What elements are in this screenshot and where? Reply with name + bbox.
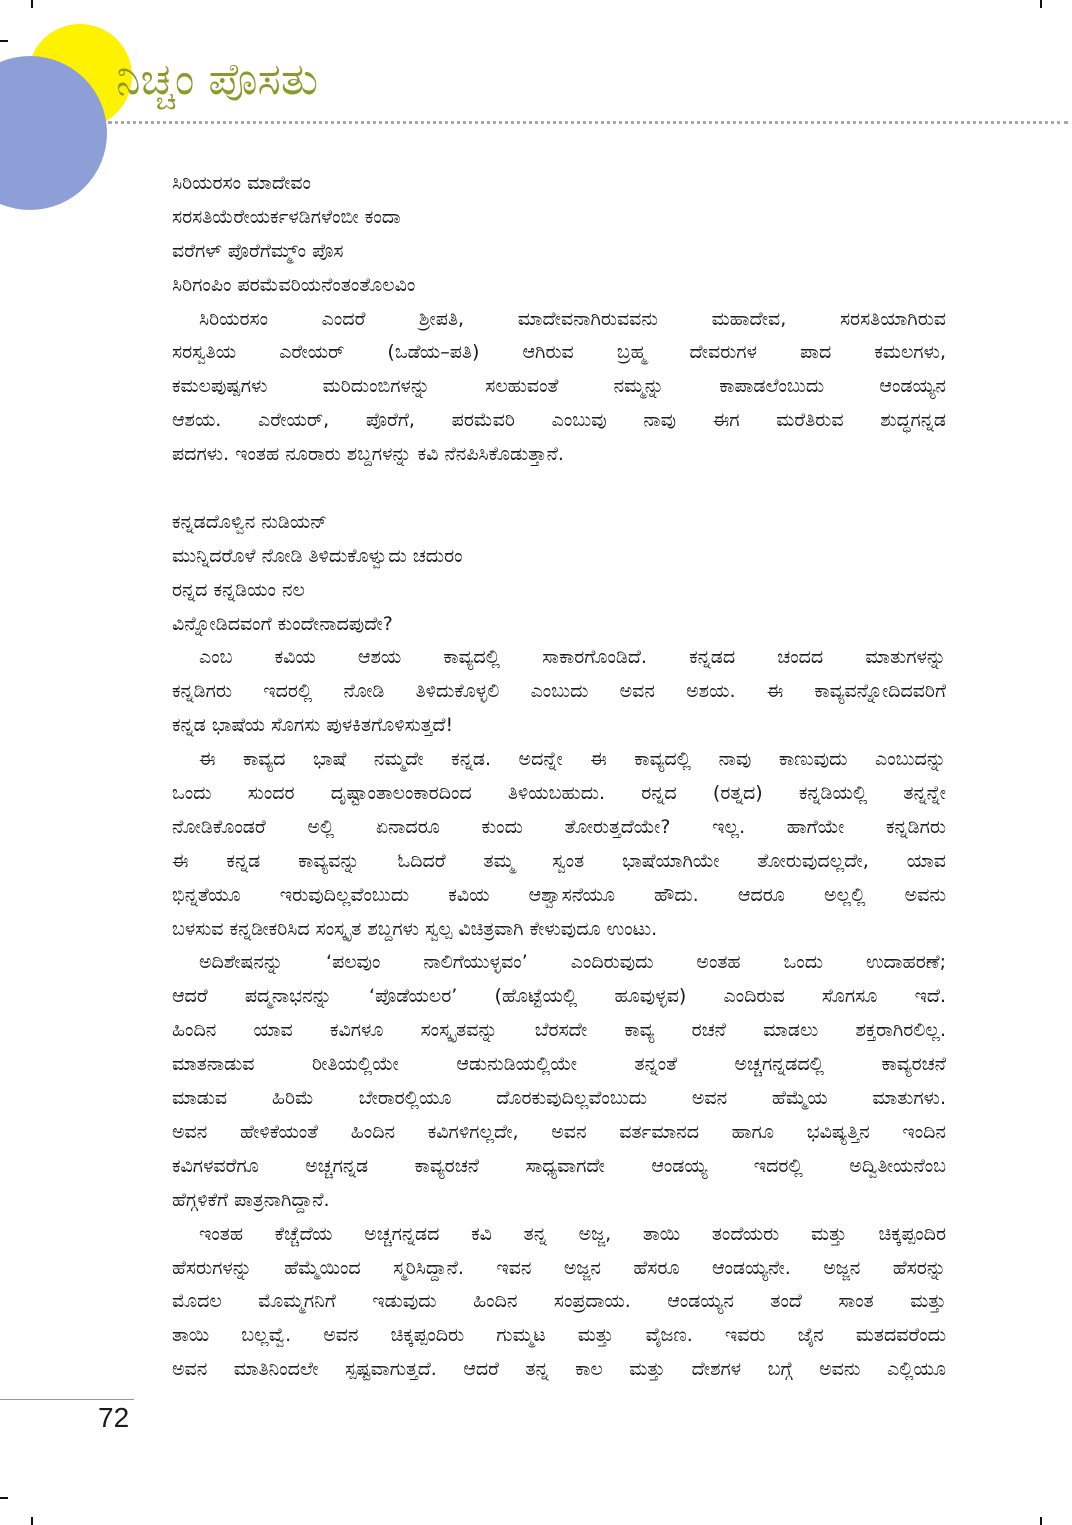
paragraph-line: ಆದರೆ ಪದ್ಮನಾಭನನ್ನು ‘ಪೊಡೆಯಲರ’ (ಹೊಟ್ಟೆಯಲ್ಲಿ ಹೂವುಳ್ಳವ) ಎಂದಿರುವ ಸೊಗಸೂ ಇದೆ.	[172, 985, 946, 1008]
paragraph-line: ಎಂಬ ಕವಿಯ ಆಶಯ ಕಾವ್ಯದಲ್ಲಿ ಸಾಕಾರಗೊಂಡಿದೆ. ಕನ್ನಡದ ಚಂದದ ಮಾತುಗಳನ್ನು	[199, 646, 946, 669]
poem-stanza-1	[172, 167, 946, 303]
paragraph-line: ಸಿರಿಯರಸಂ ಎಂದರೆ ಶ್ರೀಪತಿ, ಮಾದೇವನಾಗಿರುವವನು ಮಹಾದೇವ, ಸರಸತಿಯಾಗಿರುವ	[199, 307, 946, 330]
paragraph-line: ತಾಯಿ ಬಲ್ಲವ್ವೆ. ಅವನ ಚಿಕ್ಕಪ್ಪಂದಿರು ಗುಮ್ಮಟ ಮತ್ತು ವೈಜಣ. ಇವರು ಜೈನ ಮತದವರೆಂದು	[172, 1324, 946, 1347]
paragraph-line: ಕವಿಗಳವರೆಗೂ ಅಚ್ಚಗನ್ನಡ ಕಾವ್ಯರಚನೆ ಸಾಧ್ಯವಾಗದೇ ಆಂಡಯ್ಯ ಇದರಲ್ಲಿ ಅದ್ವಿತೀಯನೆಂಬ	[172, 1154, 946, 1177]
section-title: ನಿಚ್ಚಂ ಪೊಸತು	[116, 54, 319, 105]
paragraph-line: ಹೆಗ್ಗಳಿಕೆಗೆ ಪಾತ್ರನಾಗಿದ್ದಾನೆ.	[172, 1188, 330, 1211]
poem-line: ರನ್ನದ ಕನ್ನಡಿಯಂ ನಲ	[172, 578, 305, 601]
page-number: 72	[98, 1402, 130, 1433]
paragraph-line: ಹೆಸರುಗಳನ್ನು ಹೆಮ್ಮೆಯಿಂದ ಸ್ಮರಿಸಿದ್ದಾನೆ. ಇವನ ಅಜ್ಜನ ಹೆಸರೂ ಆಂಡಯ್ಯನೇ. ಅಜ್ಜನ ಹೆಸರನ್ನು	[172, 1256, 946, 1279]
paragraph-line: ಮಾಡುವ ಹಿರಿಮೆ ಬೇರಾರಲ್ಲಿಯೂ ದೊರಕುವುದಿಲ್ಲವೆಂಬುದು ಅವನ ಹೆಮ್ಮೆಯ ಮಾತುಗಳು.	[172, 1087, 946, 1110]
poem-stanza-2	[172, 506, 946, 642]
crop-mark-top-right	[1040, 0, 1042, 8]
paragraph-line: ಒಂದು ಸುಂದರ ದೃಷ್ಟಾಂತಾಲಂಕಾರದಿಂದ ತಿಳಿಯಬಹುದು. ರನ್ನದ (ರತ್ನದ) ಕನ್ನಡಿಯಲ್ಲಿ ತನ್ನನ್ನೇ	[172, 782, 946, 805]
paragraph-line: ಕಮಲಪುಷ್ಪಗಳು ಮರಿದುಂಬಿಗಳನ್ನು ಸಲಹುವಂತೆ ನಮ್ಮನ್ನು ಕಾಪಾಡಲೆಂಬುದು ಆಂಡಯ್ಯನ	[172, 375, 946, 398]
paragraph-4	[172, 946, 946, 1217]
paragraph-line: ಭಿನ್ನತೆಯೂ ಇರುವುದಿಲ್ಲವೆಂಬುದು ಕವಿಯ ಆಶ್ವಾಸನೆಯೂ ಹೌದು. ಆದರೂ ಅಲ್ಲಲ್ಲಿ ಅವನು	[172, 883, 946, 906]
poem-line: ಕನ್ನಡದೊಳ್ವಿನ ನುಡಿಯನ್	[172, 510, 327, 533]
paragraph-line: ಕನ್ನಡಿಗರು ಇದರಲ್ಲಿ ನೋಡಿ ತಿಳಿದುಕೊಳ್ಳಲಿ ಎಂಬುದು ಅವನ ಅಶಯ. ಈ ಕಾವ್ಯವನ್ನೋದಿದವರಿಗೆ	[172, 680, 946, 703]
crop-mark-top-left	[31, 0, 33, 8]
poem-line: ವಿನ್ನೋಡಿದವಂಗೆ ಕುಂದೇನಾದಪುದೇ?	[172, 612, 393, 635]
poem-line: ಮುನ್ನಿದರೊಳೆ ನೋಡಿ ತಿಳಿದುಕೊಳ್ವುದು ಚದುರಂ	[172, 544, 463, 567]
paragraph-line: ಮಾತನಾಡುವ ರೀತಿಯಲ್ಲಿಯೇ ಆಡುನುಡಿಯಲ್ಲಿಯೇ ತನ್ನಂತೆ ಅಚ್ಚಗನ್ನಡದಲ್ಲಿ ಕಾವ್ಯರಚನೆ	[172, 1053, 946, 1076]
poem-line: ಸರಸತಿಯೆರೇಯರ್ಕಳಡಿಗಳೆಂಬೀ ಕಂದಾ	[172, 205, 401, 228]
paragraph-line: ಆಶಯ. ಎರೇಯರ್, ಪೊರೆಗೆ, ಪರಮೆವರಿ ಎಂಬುವು ನಾವು ಈಗ ಮರೆತಿರುವ ಶುದ್ಧಗನ್ನಡ	[172, 409, 946, 432]
paragraph-3	[172, 743, 946, 946]
paragraph-line: ಅವನ ಹೇಳಿಕೆಯಂತೆ ಹಿಂದಿನ ಕವಿಗಳಿಗಲ್ಲದೇ, ಅವನ ವರ್ತಮಾನದ ಹಾಗೂ ಭವಿಷ್ಯತ್ತಿನ ಇಂದಿನ	[172, 1120, 946, 1143]
paragraph-line: ಅವನ ಮಾತಿನಿಂದಲೇ ಸ್ಪಷ್ಟವಾಗುತ್ತದೆ. ಆದರೆ ತನ್ನ ಕಾಲ ಮತ್ತು ದೇಶಗಳ ಬಗ್ಗೆ ಅವನು ಎಲ್ಲಿಯೂ	[172, 1358, 946, 1381]
poem-line: ವರೆಗಳ್ ಪೊರೆಗೆಮ್ಮ್ಂ ಪೊಸ	[172, 239, 344, 262]
poem-line: ಸಿರಿಯರಸಂ ಮಾದೇವಂ	[172, 172, 311, 194]
blank-line	[172, 472, 946, 506]
paragraph-line: ಹಿಂದಿನ ಯಾವ ಕವಿಗಳೂ ಸಂಸ್ಕೃತವನ್ನು ಬೆರಸದೇ ಕಾವ್ಯ ರಚನೆ ಮಾಡಲು ಶಕ್ತರಾಗಿರಲಿಲ್ಲ.	[172, 1019, 946, 1042]
paragraph-line: ಅದಿಶೇಷನನ್ನು ‘ಪಲವುಂ ನಾಲಿಗೆಯುಳ್ಳವಂ’ ಎಂದಿರುವುದು ಅಂತಹ ಒಂದು ಉದಾಹರಣೆ;	[199, 951, 946, 974]
paragraph-line: ಮೊದಲ ಮೊಮ್ಮಗನಿಗೆ ಇಡುವುದು ಹಿಂದಿನ ಸಂಪ್ರದಾಯ. ಆಂಡಯ್ಯನ ತಂದೆ ಸಾಂತ ಮತ್ತು	[172, 1290, 946, 1313]
crop-mark-left-top	[0, 40, 8, 42]
paragraph-line: ಈ ಕನ್ನಡ ಕಾವ್ಯವನ್ನು ಓದಿದರೆ ತಮ್ಮ ಸ್ವಂತ ಭಾಷೆಯಾಗಿಯೇ ತೋರುವುದಲ್ಲದೇ, ಯಾವ	[172, 849, 946, 872]
paragraph-line: ಇಂತಹ ಕೆಚ್ಚೆದೆಯ ಅಚ್ಚಗನ್ನಡದ ಕವಿ ತನ್ನ ಅಜ್ಜ, ತಾಯಿ ತಂದೆಯರು ಮತ್ತು ಚಿಕ್ಕಪ್ಪಂದಿರ	[199, 1222, 946, 1245]
paragraph-line: ಸರಸ್ವತಿಯ ಎರೇಯರ್ (ಒಡೆಯ–ಪತಿ) ಆಗಿರುವ ಬ್ರಹ್ಮ ದೇವರುಗಳ ಪಾದ ಕಮಲಗಳು,	[172, 341, 946, 364]
paragraph-line: ನೋಡಿಕೊಂಡರೆ ಅಲ್ಲಿ ಏನಾದರೂ ಕುಂದು ತೋರುತ್ತದೆಯೇ? ಇಲ್ಲ. ಹಾಗೆಯೇ ಕನ್ನಡಿಗರು	[172, 815, 946, 838]
paragraph-2	[172, 641, 946, 743]
paragraph-line: ಪದಗಳು. ಇಂತಹ ನೂರಾರು ಶಬ್ದಗಳನ್ನು ಕವಿ ನೆನಪಿಸಿಕೊಡುತ್ತಾನೆ.	[172, 443, 564, 466]
dotted-rule	[108, 121, 1068, 124]
page-number-rule	[0, 1399, 134, 1400]
paragraph-line: ಈ ಕಾವ್ಯದ ಭಾಷೆ ನಮ್ಮದೇ ಕನ್ನಡ. ಅದನ್ನೇ ಈ ಕಾವ್ಯದಲ್ಲಿ ನಾವು ಕಾಣುವುದು ಎಂಬುದನ್ನು	[199, 748, 946, 771]
paragraph-line: ಬಳಸುವ ಕನ್ನಡೀಕರಿಸಿದ ಸಂಸ್ಕೃತ ಶಬ್ದಗಳು ಸ್ವಲ್ಪ ವಿಚಿತ್ರವಾಗಿ ಕೇಳುವುದೂ ಉಂಟು.	[172, 917, 658, 940]
crop-mark-bottom-left	[31, 1517, 33, 1525]
body-text	[172, 167, 946, 1387]
paragraph-line: ಕನ್ನಡ ಭಾಷೆಯ ಸೊಗಸು ಪುಳಕಿತಗೊಳಿಸುತ್ತದೆ!	[172, 714, 454, 737]
paragraph-5	[172, 1218, 946, 1387]
crop-mark-bottom-right	[1040, 1517, 1042, 1525]
poem-line: ಸಿರಿಗಂಪಿಂ ಪರಮೆವರಿಯನೆಂತಂತೊಲವಿಂ	[172, 273, 416, 296]
crop-mark-left-bottom	[0, 1497, 8, 1499]
paragraph-1	[172, 303, 946, 472]
